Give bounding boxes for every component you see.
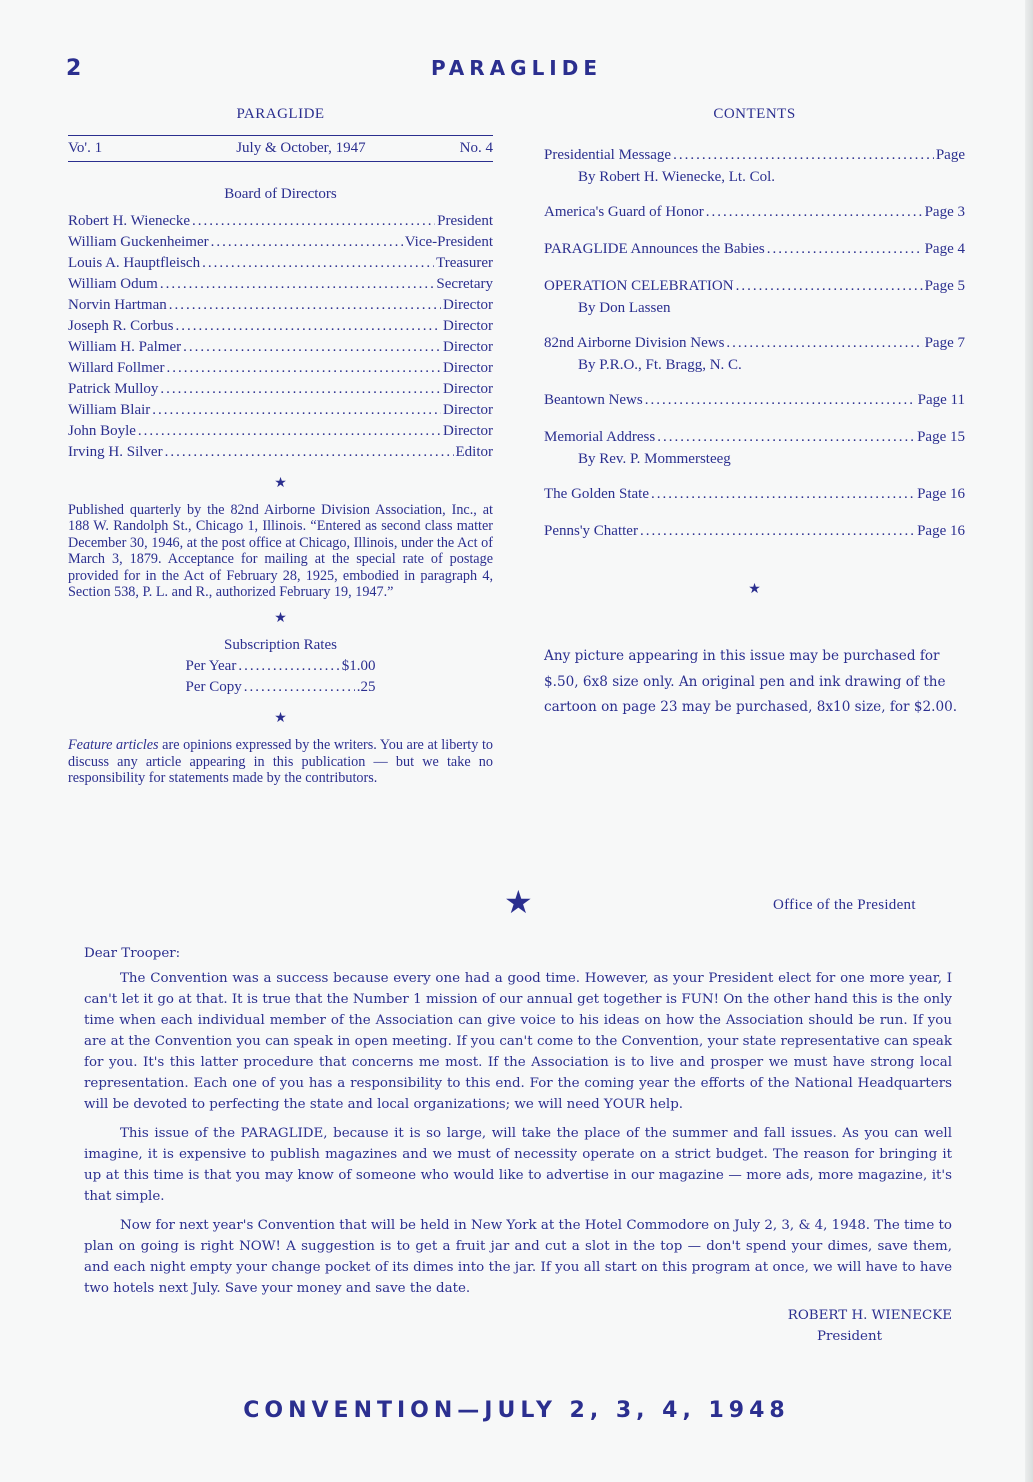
board-member-row xyxy=(68,276,493,297)
toc-title: PARAGLIDE Announces the Babies xyxy=(544,241,765,257)
toc-entry-row xyxy=(544,429,965,449)
toc-item xyxy=(544,486,965,506)
toc-page: Page 16 xyxy=(917,486,965,502)
leader-dots xyxy=(192,213,435,230)
toc-byline: By Don Lassen xyxy=(578,300,671,316)
masthead-rule-bottom xyxy=(68,161,493,162)
toc-item xyxy=(544,335,965,375)
board-member-role: President xyxy=(437,213,493,229)
board-member-role: Vice-President xyxy=(404,234,493,250)
leader-dots xyxy=(726,335,922,352)
leader-dots xyxy=(645,392,916,409)
toc-entry-row xyxy=(544,278,965,298)
toc-entry-row xyxy=(544,241,965,261)
rate-price: $1.00 xyxy=(341,658,376,675)
board-member-row xyxy=(68,402,493,423)
masthead xyxy=(68,106,493,787)
toc-title: Penns'y Chatter xyxy=(544,523,638,539)
leader-dots xyxy=(736,278,923,295)
toc-title: OPERATION CELEBRATION xyxy=(544,278,734,294)
leader-dots xyxy=(152,402,441,419)
star-icon: ★ xyxy=(274,711,287,727)
volume-label: Vo'. 1 xyxy=(68,140,103,156)
leader-dots xyxy=(673,147,934,164)
leader-dots xyxy=(651,486,915,503)
board-member-row xyxy=(68,213,493,234)
toc-title: 82nd Airborne Division News xyxy=(544,335,725,351)
board-member-row xyxy=(68,423,493,444)
toc-title: Beantown News xyxy=(544,392,643,408)
large-star-icon: ★ xyxy=(504,884,533,920)
page-number: 2 xyxy=(66,56,83,81)
board-member-row xyxy=(68,297,493,318)
toc-item xyxy=(544,429,965,469)
board-member-role: Director xyxy=(443,339,493,355)
subscription-rates xyxy=(186,658,376,700)
board-member-name: John Boyle xyxy=(68,423,136,439)
leader-dots xyxy=(165,444,454,461)
signature-name: ROBERT H. WIENECKE xyxy=(787,1308,952,1323)
toc-title: The Golden State xyxy=(544,486,649,502)
leader-dots xyxy=(244,679,355,696)
letter-paragraph: Now for next year's Convention that will be held in New York at the Hotel Commodore on July 2, 3, & 4, 1948. The time to plan on going is right NOW! A suggestion is to get a fruit jar and cut a slot in the top — don't spend your dimes, save them, and each night empty your change pocket of its dimes into the jar. If you all start on this program at once, we will have to have two hotels next July. Save your money and save the date. xyxy=(84,1218,952,1296)
contents-heading: CONTENTS xyxy=(713,106,796,122)
page-edge-shadow xyxy=(1025,0,1033,1482)
footer-banner: CONVENTION—JULY 2, 3, 4, 1948 xyxy=(243,1398,790,1423)
toc-page: Page 15 xyxy=(917,429,965,445)
purchase-note: Any picture appearing in this issue may be purchased for $.50, 6x8 size only. An original pen and ink drawing of the cartoon on page 23 may be purchased, 8x10 size, for $2.00. xyxy=(544,648,958,715)
toc-item xyxy=(544,147,965,187)
feature-articles-label: Feature articles xyxy=(68,737,159,754)
board-member-role: Secretary xyxy=(436,276,493,292)
board-member-role: Director xyxy=(443,318,493,334)
leader-dots xyxy=(767,241,923,258)
masthead-title: PARAGLIDE xyxy=(236,106,325,122)
star-icon: ★ xyxy=(274,476,287,491)
board-member-name: Patrick Mulloy xyxy=(68,381,159,397)
board-list xyxy=(68,213,493,465)
board-member-name: William Odum xyxy=(68,276,158,292)
issue-date: July & October, 1947 xyxy=(236,140,366,156)
board-member-name: William H. Palmer xyxy=(68,339,182,355)
board-member-name: Robert H. Wienecke xyxy=(68,213,190,229)
signature-title: President xyxy=(817,1329,882,1344)
leader-dots xyxy=(238,658,339,675)
toc-title: Presidential Message xyxy=(544,147,672,163)
rate-row xyxy=(186,658,376,679)
star-icon: ★ xyxy=(748,582,761,597)
board-member-row xyxy=(68,255,493,276)
running-title: PARAGLIDE xyxy=(430,56,603,80)
toc-page: Page 4 xyxy=(924,241,965,257)
toc-byline: By Rev. P. Mommersteeg xyxy=(578,451,731,467)
toc-page: Page 3 xyxy=(924,204,965,220)
toc-title: Memorial Address xyxy=(544,429,656,445)
star-icon: ★ xyxy=(274,611,287,627)
subscription-heading: Subscription Rates xyxy=(224,637,337,654)
toc-page: Page 11 xyxy=(917,392,965,408)
toc-entry-row xyxy=(544,523,965,543)
leader-dots xyxy=(183,339,441,356)
leader-dots xyxy=(202,255,434,272)
issue-info-row xyxy=(68,136,493,161)
rate-price: .25 xyxy=(356,679,376,696)
toc-page: Page 7 xyxy=(924,335,965,351)
toc-byline: By Robert H. Wienecke, Lt. Col. xyxy=(578,169,775,185)
toc-entry-row xyxy=(544,486,965,506)
toc-page: Page xyxy=(935,147,965,163)
leader-dots xyxy=(166,360,441,377)
board-member-role: Treasurer xyxy=(436,255,493,271)
toc-item xyxy=(544,392,965,412)
board-member-name: Willard Follmer xyxy=(68,360,165,376)
board-member-row xyxy=(68,318,493,339)
toc-entry-row xyxy=(544,204,965,224)
toc-entry-row xyxy=(544,147,965,167)
feature-disclaimer xyxy=(68,737,493,786)
toc-byline: By P.R.O., Ft. Bragg, N. C. xyxy=(578,357,742,373)
rate-label: Per Year xyxy=(185,658,237,675)
leader-dots xyxy=(138,423,441,440)
office-label: Office of the President xyxy=(773,897,916,913)
salutation: Dear Trooper: xyxy=(84,946,181,961)
leader-dots xyxy=(706,204,923,221)
board-member-row xyxy=(68,234,493,255)
leader-dots xyxy=(640,523,915,540)
toc-entry-row xyxy=(544,335,965,355)
toc-page: Page 5 xyxy=(924,278,965,294)
rate-row xyxy=(186,679,376,700)
board-member-role: Director xyxy=(443,402,493,418)
board-member-name: Norvin Hartman xyxy=(68,297,167,313)
board-member-role: Editor xyxy=(455,444,493,460)
presidents-letter xyxy=(84,943,952,1347)
publication-notice: Published quarterly by the 82nd Airborne Division Association, Inc., at 188 W. Randolph St., Chicago 1, Illinois. “Entered as second class matter December 30, 1946, at the post office at Chicago, Illinois, under the Act of March 3, 1879. Acceptance for mailing at the special rate of postage provided for in the Act of February 28, 1925, embodied in paragraph 4, Section 538, P. L. and R., authorized February 19, 1947.” xyxy=(68,502,493,601)
board-member-role: Director xyxy=(443,423,493,439)
board-member-row xyxy=(68,360,493,381)
rate-label: Per Copy xyxy=(185,679,242,696)
board-member-name: William Guckenheimer xyxy=(68,234,209,250)
toc-page: Page 16 xyxy=(917,523,965,539)
board-member-row xyxy=(68,339,493,360)
board-member-row xyxy=(68,381,493,402)
toc-item xyxy=(544,278,965,318)
toc-item xyxy=(544,523,965,543)
leader-dots xyxy=(175,318,441,335)
board-member-name: Joseph R. Corbus xyxy=(68,318,174,334)
letter-paragraph: This issue of the PARAGLIDE, because it is so large, will take the place of the summer and fall issues. As you can well imagine, it is expensive to publish magazines and we must of necessity operate on a strict budget. The reason for bringing it up at this time is that you may know of someone who would like to advertise in our magazine — more ads, more magazine, it's that simple. xyxy=(84,1126,952,1204)
leader-dots xyxy=(169,297,441,314)
toc-list xyxy=(544,147,965,543)
board-member-name: Louis A. Hauptfleisch xyxy=(68,255,201,271)
letter-paragraph: The Convention was a success because every one had a good time. However, as your President elect for one more year, I can't let it go at that. It is true that the Number 1 mission of our annual get together is FUN! On the other hand this is the only time when each individual member of the Association can give voice to his ideas on how the Association should be run. If you are at the Convention you can speak in open meeting. If you can't come to the Convention, your state representative can speak for you. It's this latter procedure that concerns me most. If the Association is to live and prosper we must have strong local representation. Each one of you has a responsibility to this end. For the coming year the efforts of the National Headquarters will be devoted to perfecting the state and local organizations; we will need YOUR help. xyxy=(84,971,952,1112)
signature xyxy=(84,1305,952,1347)
table-of-contents xyxy=(544,106,965,721)
toc-title: America's Guard of Honor xyxy=(544,204,704,220)
board-member-name: William Blair xyxy=(68,402,151,418)
board-member-role: Director xyxy=(443,297,493,313)
board-member-role: Director xyxy=(443,360,493,376)
board-member-name: Irving H. Silver xyxy=(68,444,163,460)
leader-dots xyxy=(657,429,915,446)
leader-dots xyxy=(160,381,441,398)
board-member-role: Director xyxy=(443,381,493,397)
leader-dots xyxy=(160,276,435,293)
leader-dots xyxy=(211,234,403,251)
toc-item xyxy=(544,241,965,261)
feature-disclaimer-text: are opinions expressed by the writers. You are at liberty to discuss any article appearing in this publication — but we take no responsibility for statements made by the contributors. xyxy=(68,737,493,787)
issue-number: No. 4 xyxy=(459,140,493,156)
toc-item xyxy=(544,204,965,224)
toc-entry-row xyxy=(544,392,965,412)
board-heading: Board of Directors xyxy=(224,186,337,202)
board-member-row xyxy=(68,444,493,465)
